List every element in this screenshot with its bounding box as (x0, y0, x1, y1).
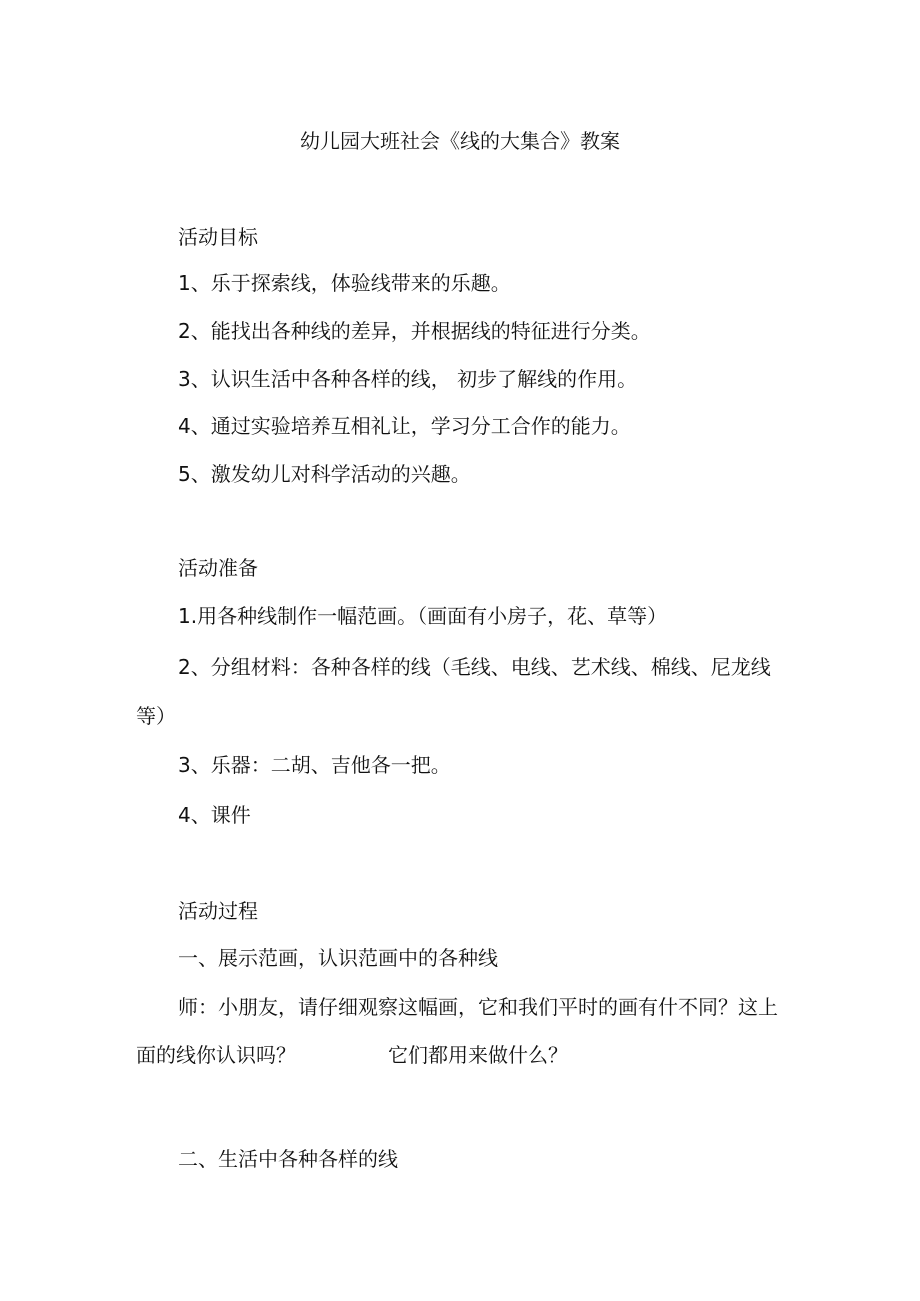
prep-item: 2、分组材料：各种各样的线（毛线、电线、艺术线、棉线、尼龙线 (178, 655, 771, 679)
goal-item: 2、能找出各种线的差异，并根据线的特征进行分类。 (178, 319, 651, 343)
section-heading-process: 活动过程 (178, 899, 258, 923)
process-question: 面的线你认识吗？ (136, 1043, 296, 1067)
process-step-title: 一、展示范画，认识范画中的各种线 (178, 946, 498, 970)
prep-item-continuation: 等） (136, 704, 176, 728)
prep-item: 1.用各种线制作一幅范画。（画面有小房子，花、草等） (178, 604, 668, 628)
section-heading-goals: 活动目标 (178, 225, 258, 249)
process-question: 它们都用来做什么？ (388, 1043, 568, 1067)
prep-item: 4、课件 (178, 803, 251, 827)
goal-item: 3、认识生活中各种各样的线， 初步了解线的作用。 (178, 367, 638, 391)
goal-item: 5、激发幼儿对科学活动的兴趣。 (178, 462, 471, 486)
goal-item: 4、通过实验培养互相礼让，学习分工合作的能力。 (178, 414, 631, 438)
document-title: 幼儿园大班社会《线的大集合》教案 (300, 129, 620, 153)
process-paragraph-line (136, 1042, 568, 1068)
section-heading-prep: 活动准备 (178, 556, 258, 580)
goal-item: 1、乐于探索线，体验线带来的乐趣。 (178, 271, 511, 295)
process-step-title: 二、生活中各种各样的线 (178, 1147, 398, 1171)
prep-item: 3、乐器：二胡、吉他各一把。 (178, 753, 451, 777)
process-paragraph-line: 师：小朋友，请仔细观察这幅画，它和我们平时的画有什不同？这上 (178, 995, 778, 1019)
